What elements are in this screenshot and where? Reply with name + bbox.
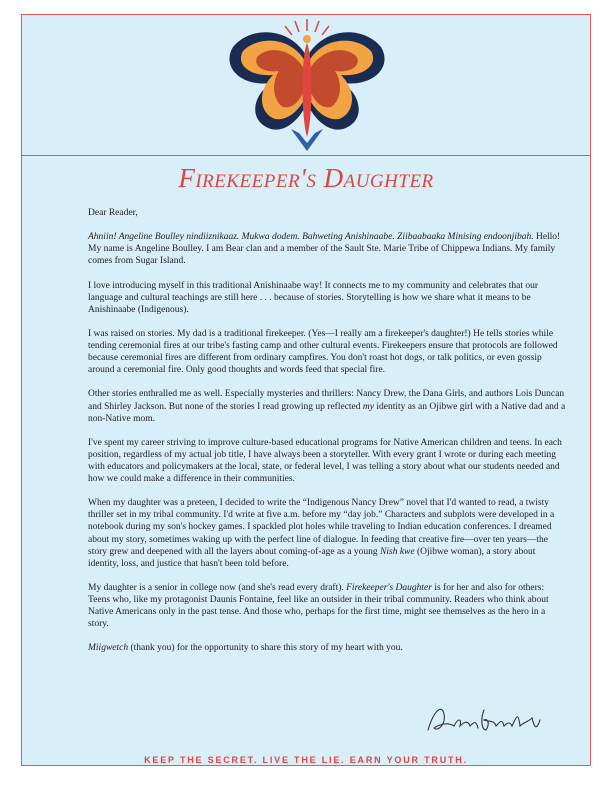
- handwritten-signature-icon: [424, 700, 544, 740]
- paragraph-4: [88, 388, 566, 424]
- footer-tagline: KEEP THE SECRET. LIVE THE LIE. EARN YOUR TRUTH.: [144, 755, 468, 765]
- butterfly-faces-artwork-icon: [221, 17, 393, 153]
- paragraph-7: [88, 582, 566, 630]
- paragraph-8-emphasis: Miigwetch: [88, 643, 129, 654]
- paragraph-7-text-a: My daughter is a senior in college now (and she's read every draft).: [88, 582, 347, 593]
- anishinaabe-greeting: Ahniin! Angeline Boulley nindiiznikaaz. Mukwa dodem. Bahweting Anishinaabe. Ziibaabaaka Minising endoonjibah.: [88, 232, 534, 243]
- paragraph-1-text: Hello! My name is Angeline Boulley. I am Bear clan and a member of the Sault Ste. Marie Tribe of Chippewa Indians. My family comes from Sugar Island.: [88, 232, 561, 267]
- paragraph-5: I've spent my career striving to improve culture-based educational programs for Native American children and teens. In each position, regardless of my actual job title, I have always been a storyteller. With every grant I wrote or during each meeting with educators and policymakers at the local, state, or federal level, I was telling a story about what our students needed and how we could make a difference in their communities.: [88, 437, 562, 485]
- paragraph-3: I was raised on stories. My dad is a traditional firekeeper. (Yes—I really am a firekeeper's daughter!) He tells stories while tending ceremonial fires at our tribe's fasting camp and other cultural events. Firekeepers ensure that protocols are followed because ceremonial fires are different from ordinary campfires. You don't roast hot dogs, or talk politics, or even gossip around a ceremonial fire. Only good thoughts and words feed that special fire.: [88, 328, 558, 376]
- paragraph-4-text-a: Other stories enthralled me as well. Especially mysteries and thrillers: Nancy Drew, the Dana Girls, and authors Lois Duncan and Shirley Jackson. But none of the stories I read growing up reflected: [88, 389, 565, 412]
- paragraph-4-text-b: identity as an Ojibwe girl with a Native dad and a non-Native mom.: [88, 401, 566, 424]
- paragraph-6-emphasis: Nish kwe: [380, 546, 415, 557]
- paragraph-2: I love introducing myself in this traditional Anishinaabe way! It connects me to my community and celebrates that our language and cultural teachings are still here . . . because of stories. Storytelling is how we share what it means to be Anishinaabe (Indigenous).: [88, 280, 539, 315]
- paragraph-7-emphasis: Firekeeper's Daughter: [346, 582, 432, 593]
- paragraph-8: [88, 642, 566, 654]
- book-title: Firekeeper's Daughter: [178, 163, 434, 193]
- paragraph-4-emphasis: my: [362, 401, 374, 412]
- letter-panel: [21, 14, 591, 766]
- header-divider: [22, 155, 590, 156]
- paragraph-1: [88, 231, 566, 267]
- letter-body: [88, 207, 566, 667]
- paragraph-7-text-b: is for her and also for others: Teens who, like my protagonist Daunis Fontaine, feel like an outsider in their tribal community. Readers who think about Native Americans only in the past tense. And those who, perhaps for the first time, might see themselves as the hero in a story.: [88, 582, 549, 630]
- paragraph-8-text: (thank you) for the opportunity to share this story of my heart with you.: [128, 643, 403, 654]
- paragraph-6-text-a: When my daughter was a preteen, I decided to write the “Indigenous Nancy Drew” novel that I'd wanted to read, a twisty thriller set in my tribal community. I'd write at five a.m. before my “day job.” Characters and subplots were developed in a notebook during my son's hockey games. I spackled plot holes while traveling to Indian education conferences. I dreamed about my story, sometimes waking up with the perfect line of dialogue. In feeding that creative fire—over ten years—the story grew and deepened with all the layers about coming-of-age as a young: [88, 498, 555, 557]
- paragraph-6-text-b: (Ojibwe woman), a story about identity, loss, and justice that hasn't been told before.: [88, 546, 536, 569]
- paragraph-6: [88, 497, 566, 570]
- salutation: Dear Reader,: [88, 208, 138, 218]
